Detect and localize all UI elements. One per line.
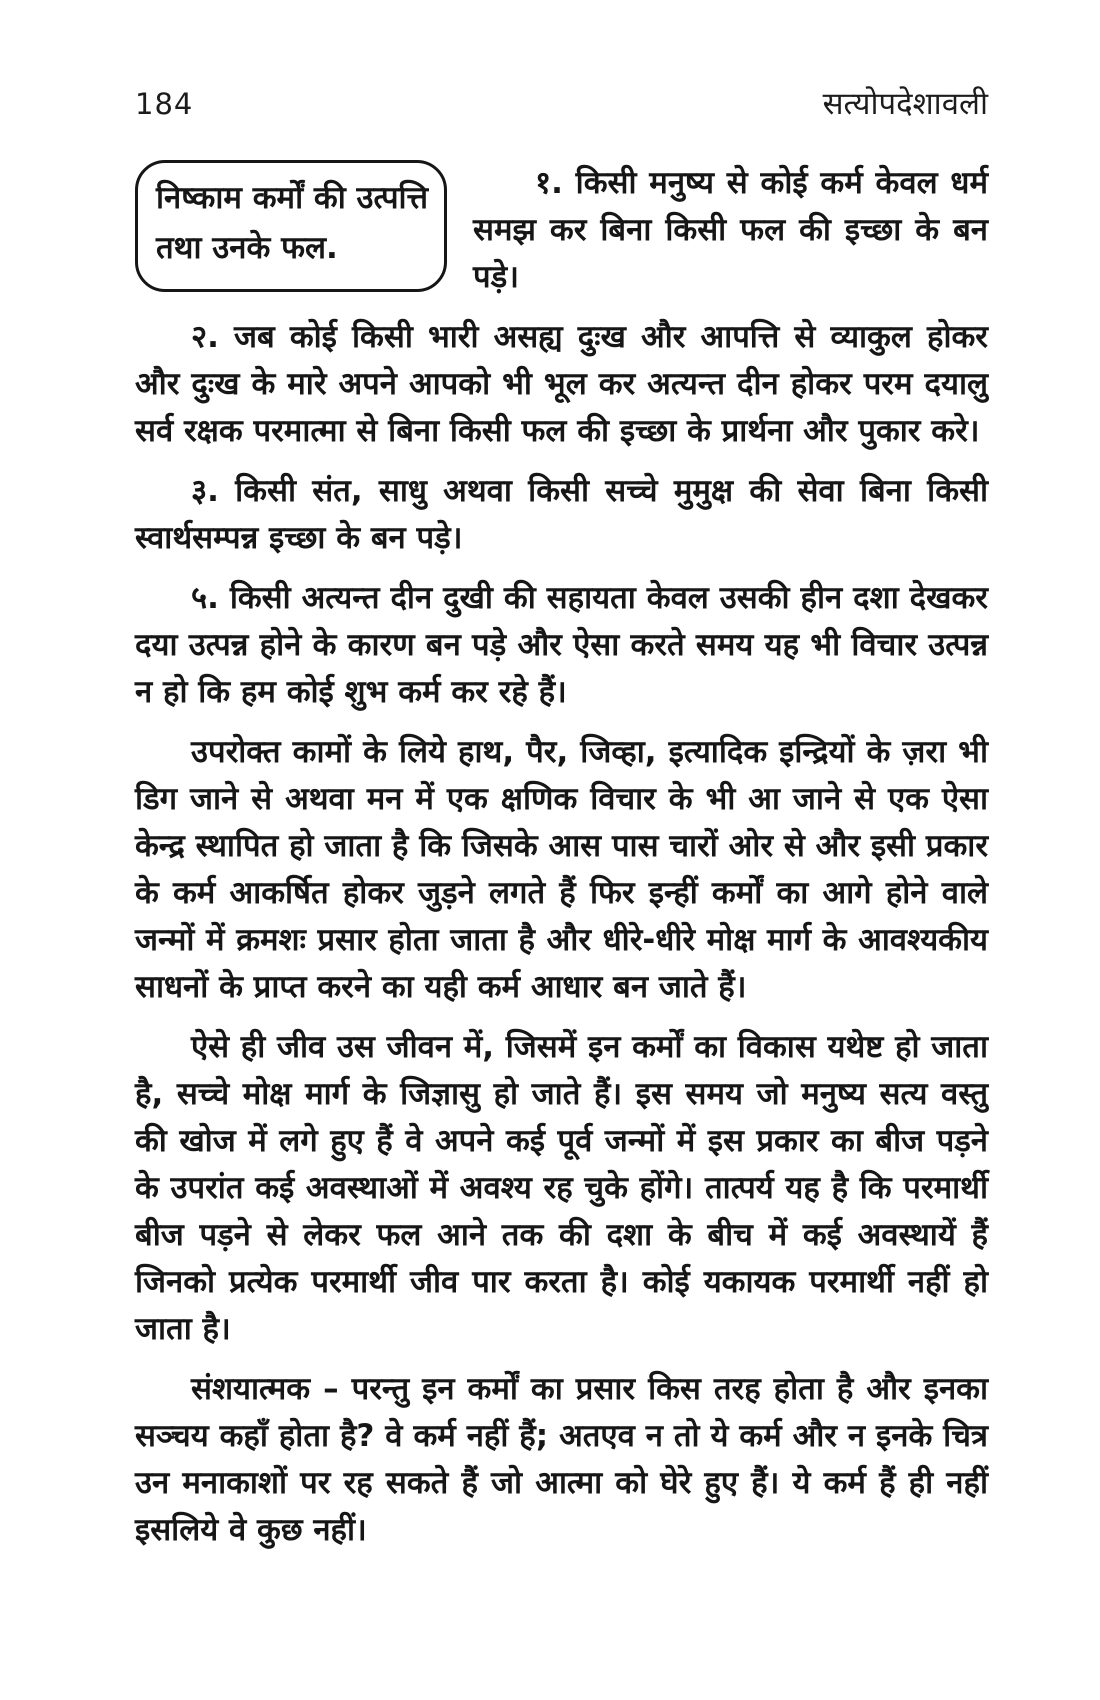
paragraph-5: ५. किसी अत्यन्त दीन दुखी की सहायता केवल उसकी हीन दशा देखकर दया उत्पन्न होने के कारण बन पड़े और ऐसा करते समय यह भी विचार उत्पन्न न हो कि हम कोई शुभ कर्म कर रहे हैं।: [135, 580, 988, 710]
paragraph-1: १. किसी मनुष्य से कोई कर्म केवल धर्म समझ कर बिना किसी फल की इच्छा के बन पड़े।: [473, 165, 988, 295]
page-header: [135, 82, 988, 124]
heading-line-2: तथा उनके फल.: [156, 230, 338, 266]
paragraph-2: २. जब कोई किसी भारी असह्य दुःख और आपत्ति से व्याकुल होकर और दुःख के मारे अपने आपको भी भूल कर अत्यन्त दीन होकर परम दयालु सर्व रक्षक परमात्मा से बिना किसी फल की इच्छा के प्रार्थना और पुकार करे।: [135, 319, 988, 449]
paragraph-aise-hi-jeev: ऐसे ही जीव उस जीवन में, जिसमें इन कर्मों का विकास यथेष्ट हो जाता है, सच्चे मोक्ष मार्ग के जिज्ञासु हो जाते हैं। इस समय जो मनुष्य सत्य वस्तु की खोज में लगे हुए हैं वे अपने कई पूर्व जन्मों में इस प्रकार का बीज पड़ने के उपरांत कई अवस्थाओं में अवश्य रह चुके होंगे। तात्पर्य यह है कि परमार्थी बीज पड़ने से लेकर फल आने तक की दशा के बीच में कई अवस्थायें हैं जिनको प्रत्येक परमार्थी जीव पार करता है। कोई यकायक परमार्थी नहीं हो जाता है।: [135, 1029, 988, 1347]
intro-section: [135, 160, 988, 301]
running-title: सत्योपदेशावली: [822, 86, 988, 122]
page-number: 184: [135, 87, 194, 121]
chapter-heading-box: [135, 160, 447, 292]
paragraph-3: ३. किसी संत, साधु अथवा किसी सच्चे मुमुक्ष की सेवा बिना किसी स्वार्थसम्पन्न इच्छा के बन पड़े।: [135, 473, 988, 556]
paragraph-sanshayatmak: संशयात्मक – परन्तु इन कर्मों का प्रसार किस तरह होता है और इनका सञ्चय कहाँ होता है? वे कर्म नहीं हैं; अतएव न तो ये कर्म और न इनके चित्र उन मनाकाशों पर रह सकते हैं जो आत्मा को घेरे हुए हैं। ये कर्म हैं ही नहीं इसलिये वे कुछ नहीं।: [135, 1371, 988, 1548]
heading-line-1: निष्काम कर्मों की उत्पत्ति: [156, 180, 429, 216]
paragraph-uprokt-kaam: उपरोक्त कामों के लिये हाथ, पैर, जिव्हा, इत्यादिक इन्द्रियों के ज़रा भी डिग जाने से अथवा मन में एक क्षणिक विचार के भी आ जाने से एक ऐसा केन्द्र स्थापित हो जाता है कि जिसके आस पास चारों ओर से और इसी प्रकार के कर्म आकर्षित होकर जुड़ने लगते हैं फिर इन्हीं कर्मों का आगे होने वाले जन्मों में क्रमशः प्रसार होता जाता है और धीरे-धीरे मोक्ष मार्ग के आवश्यकीय साधनों के प्राप्त करने का यही कर्म आधार बन जाते हैं।: [135, 734, 988, 1005]
